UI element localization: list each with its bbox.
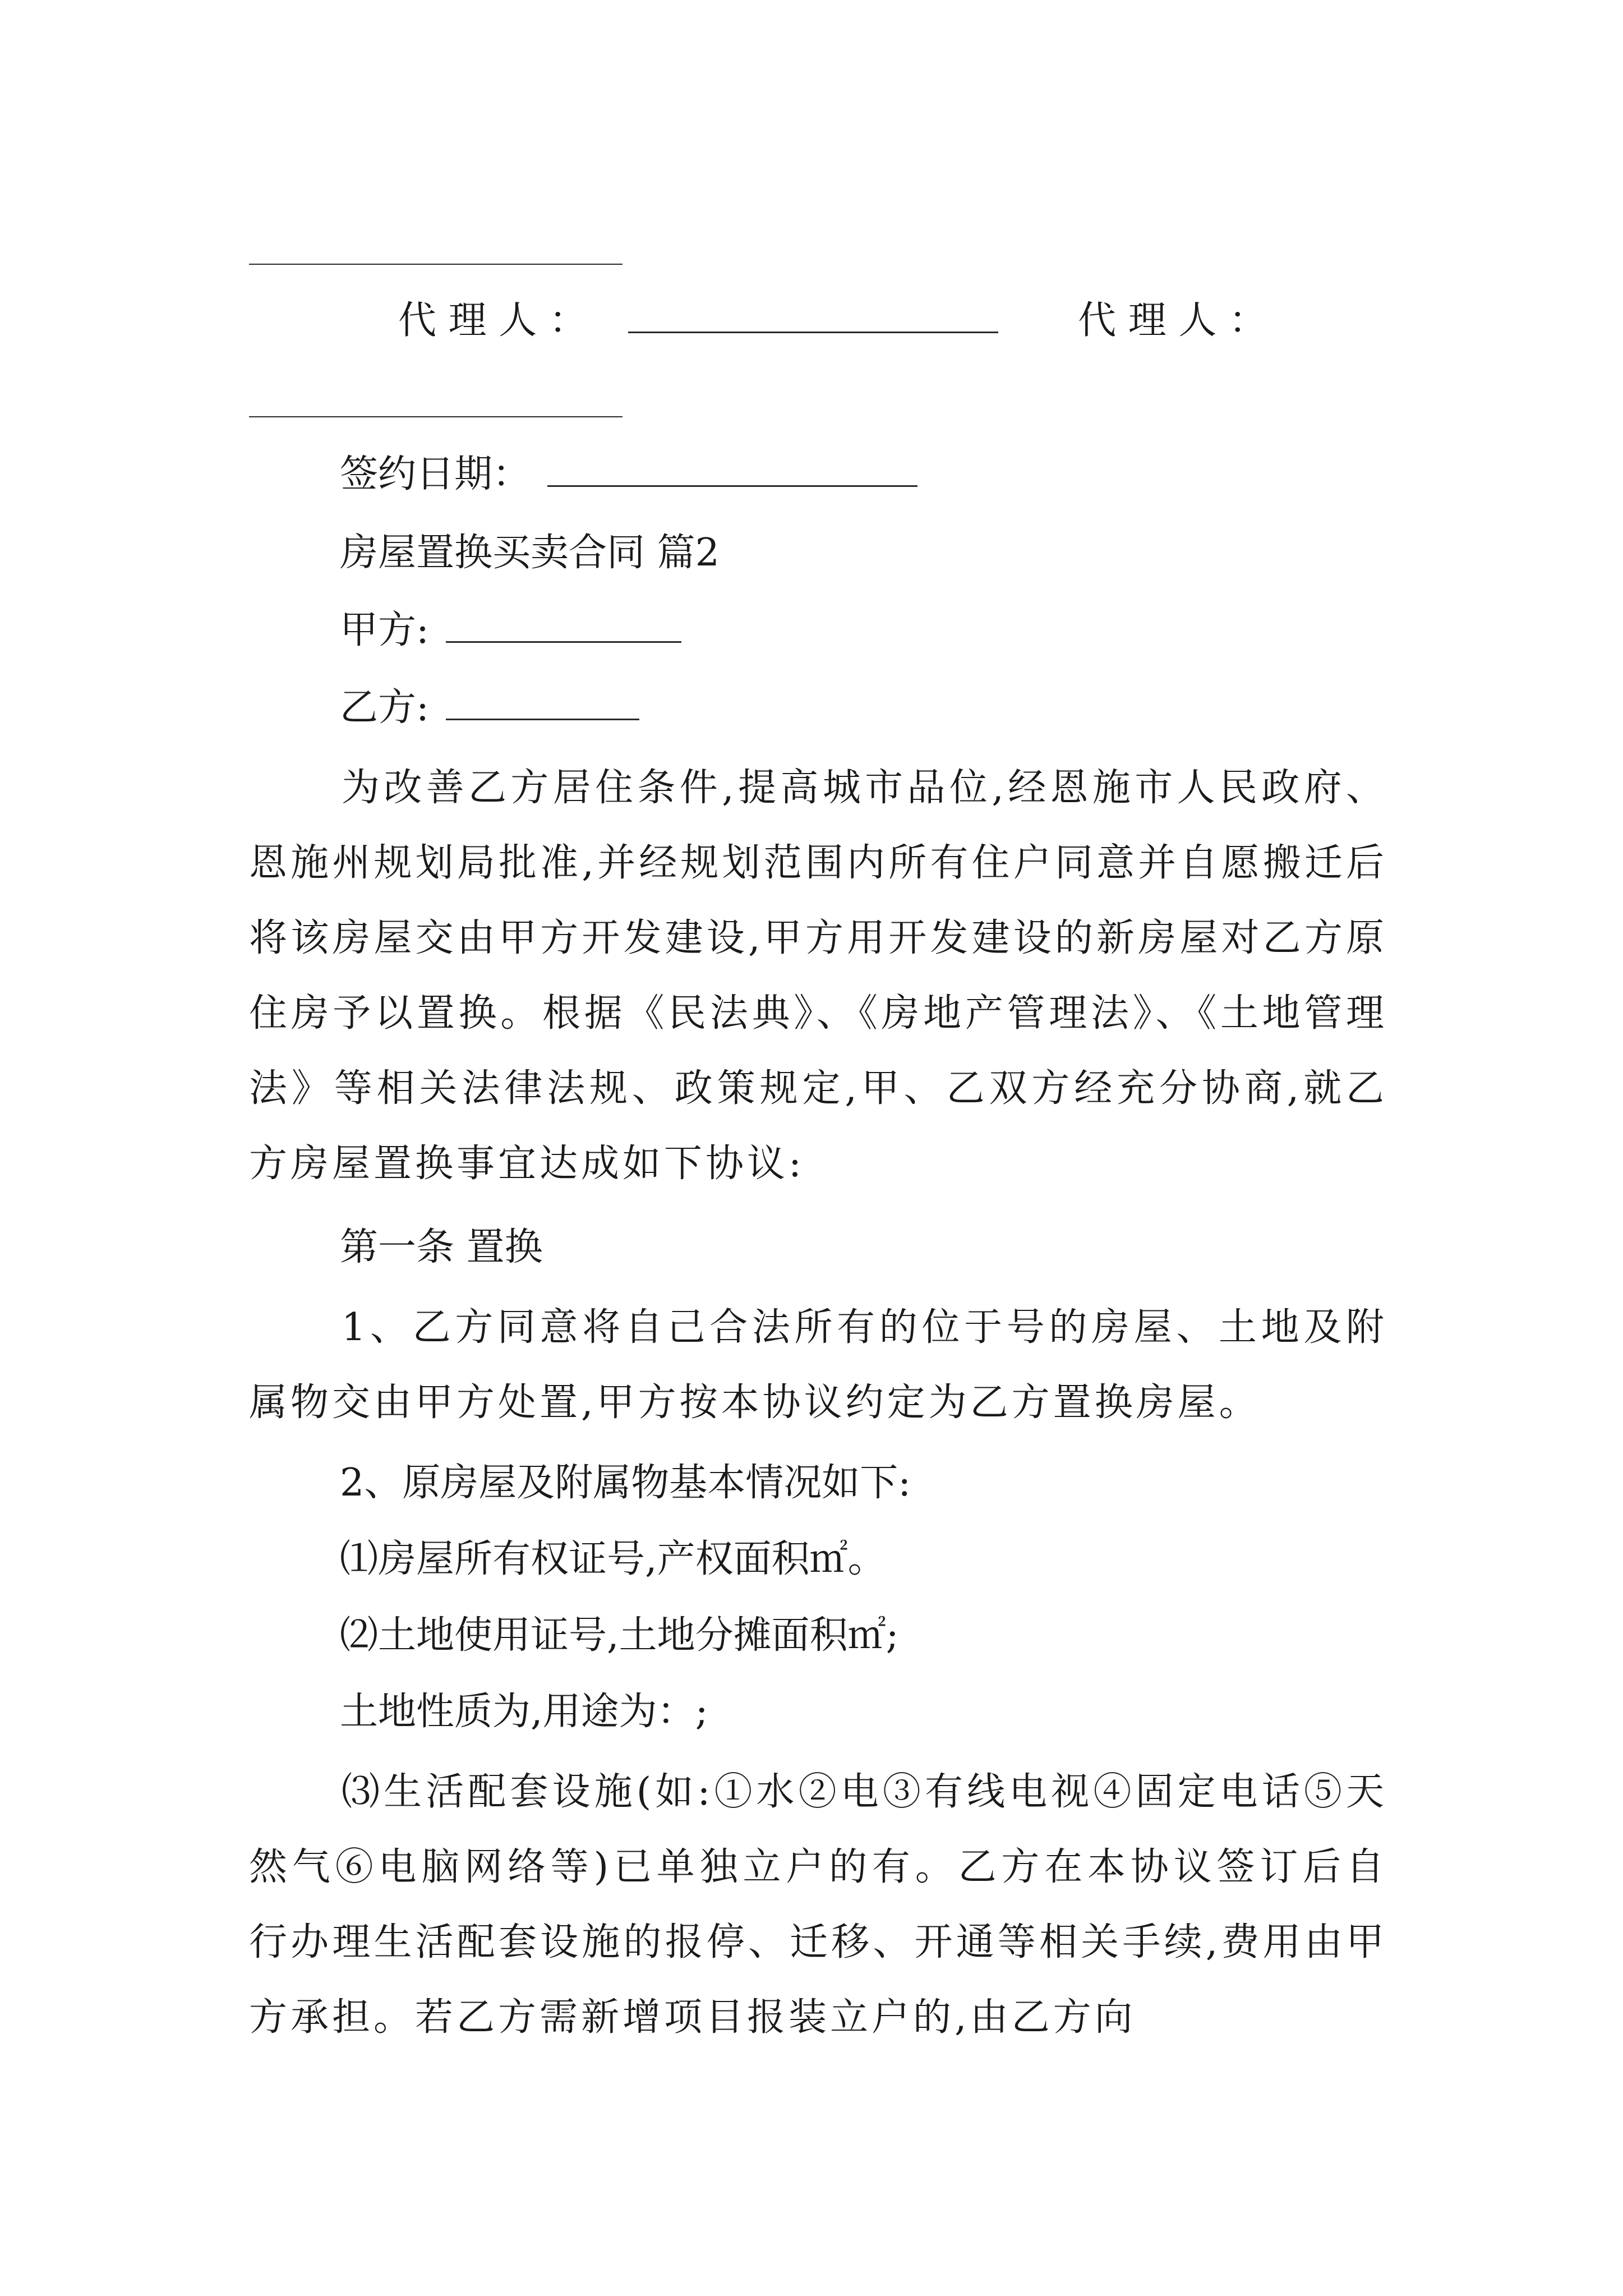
sign-date-blank[interactable] [547, 456, 917, 487]
signature-line-top [249, 264, 623, 265]
agent-blank-left[interactable] [628, 302, 998, 333]
party-a-label: 甲方: [340, 608, 429, 652]
intro-paragraph: 为改善乙方居住条件,提高城市品位,经恩施市人民政府、恩施州规划局批准,并经规划范围内所有住户同意并自愿搬迁后将该房屋交由甲方开发建设,甲方用开发建设的新房屋对乙方原住房予以置换。根据《民法典》、《房地产管理法》、《土地管理法》等相关法律法规、政策规定,甲、乙双方经充分协商,就乙方房屋置换事宜达成如下协议: [249, 766, 1387, 1186]
item-3: ⑶生活配套设施(如:①水②电③有线电视④固定电话⑤天然气⑥电脑网络等)已单独立户的有。乙方在本协议签订后自行办理生活配套设施的报停、迁移、开通等相关手续,费用由甲方承担。若乙方需新增项目报装立户的,由乙方向 [249, 1770, 1387, 2040]
clause-2: 2、原房屋及附属物基本情况如下: [340, 1461, 911, 1505]
party-a-blank[interactable] [446, 612, 681, 643]
party-b-label: 乙方: [340, 685, 429, 730]
contract-heading: 房屋置换买卖合同 篇2 [340, 531, 720, 575]
agent-blank-right-continuation[interactable] [249, 416, 623, 417]
party-b-row [340, 685, 639, 730]
land-nature: 土地性质为,用途为：; [340, 1690, 708, 1734]
agent-row [398, 298, 1267, 343]
clause-1: 1、乙方同意将自己合法所有的位于号的房屋、土地及附属物交由甲方处置,甲方按本协议约定为乙方置换房屋。 [249, 1305, 1387, 1425]
agent-label-right: 代 理 人 ： [1078, 298, 1267, 343]
party-b-blank[interactable] [446, 689, 639, 720]
item-1: ⑴房屋所有权证号,产权面积㎡。 [340, 1537, 886, 1581]
article-1-title: 第一条 置换 [340, 1225, 543, 1269]
sign-date-label: 签约日期： [340, 452, 531, 496]
party-a-row [340, 608, 681, 652]
sign-date-row [340, 452, 917, 496]
agent-label-left: 代 理 人 ： [398, 298, 587, 343]
item-2: ⑵土地使用证号,土地分摊面积㎡; [340, 1613, 899, 1658]
